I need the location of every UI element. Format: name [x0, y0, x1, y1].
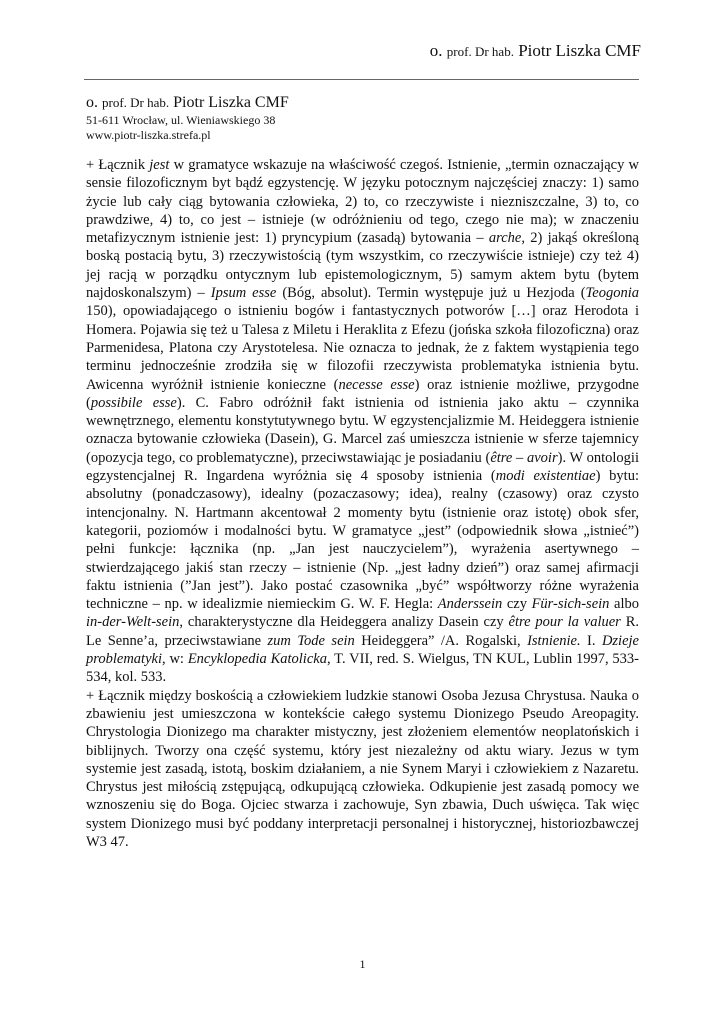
address-title: prof. Dr hab.	[102, 95, 170, 110]
body-text	[86, 156, 639, 851]
header-prefix: o.	[429, 41, 443, 60]
paragraph-istnienie: + Łącznik jest w gramatyce wskazuje na właściwość czegoś. Istnienie, „termin oznaczający w sensie filozoficznym byt bądź egzystencję. W języku potocznym najczęściej znaczy: 1) samo życie lub cały ciąg bytowania człowieka, 2) to, co rzeczywiste i niezniszczalne, 3) to, co prawdziwe, 4) to, co jest – istnieje (w odróżnieniu od tego, czego nie ma); w znaczeniu metafizycznym istnienie jest: 1) pryncypium (zasadą) bytowania – arche, 2) jakąś określoną boską postacią bytu, 3) rzeczywistością (tym wszystkim, co rzeczywiście istnieje) czy też 4) jej racją w porządku ontycznym lub epistemologicznym, 5) samym aktem bytu (bytem najdoskonalszym) – Ipsum esse (Bóg, absolut). Termin występuje już u Hezjoda (Teogonia 150), opowiadającego o istnieniu bogów i fantastycznych potworów […] oraz Herodota i Homera. Pojawia się też u Talesa z Miletu i Heraklita z Efezu (jońska szkoła filozoficzna) oraz Parmenidesa, Platona czy Arystotelesa. Nie oznacza to jednak, że z faktem wystąpienia tego terminu jednocześnie zrodziła się w filozofii rzeczywista problematyka istnienia bytu. Awicenna wyróżnił istnienie konieczne (necesse esse) oraz istnienie możliwe, przygodne (possibile esse). C. Fabro odróżnił fakt istnienia od istnienia jako aktu – czynnika wewnętrznego, elementu konstytutywnego bytu. W egzystencjalizmie M. Heideggera istnienie oznacza bytowanie człowieka (Dasein), G. Marcel zaś umieszcza istnienie w sferze tajemnicy (opozycja tego, co problematyczne), przeciwstawiając je posiadaniu (être – avoir). W ontologii egzystencjalnej R. Ingardena wyróżnia się 4 sposoby istnienia (modi existentiae) bytu: absolutny (ponadczasowy), idealny (pozaczasowy; idea), realny (czasowy) oraz czysto intencjonalny. N. Hartmann akcentował 2 momenty bytu (istnienie oraz istotę) obok sfer, kategorii, poziomów i modalności bytu. W gramatyce „jest” (odpowiednik słowa „istnieć”) pełni funkcje: łącznika (np. „Jan jest nauczycielem”), wyrażenia asertywnego – stwierdzającego jakiś stan rzeczy – istnienie (Np. „jest ładny dzień”) oraz samej afirmacji faktu istnienia (”Jan jest”). Jako postać czasownika „być” współtworzy różne wyrażenia techniczne – np. w idealizmie niemieckim G. W. F. Hegla: Anderssein czy Für-sich-sein albo in-der-Welt-sein, charakterystyczne dla Heideggera analizy Dasein czy être pour la valuer R. Le Senne’a, przeciwstawiane zum Tode sein Heideggera” /A. Rogalski, Istnienie. I. Dzieje problematyki, w: Encyklopedia Katolicka, T. VII, red. S. Wielgus, TN KUL, Lublin 1997, 533-534, kol. 533.	[86, 157, 639, 686]
author-address-block	[86, 93, 289, 143]
street-address: 51-611 Wrocław, ul. Wieniawskiego 38	[86, 113, 276, 127]
address-prefix: o.	[86, 94, 98, 111]
address-name: Piotr Liszka CMF	[173, 94, 289, 111]
header-title: prof. Dr hab.	[446, 44, 514, 59]
running-header	[430, 40, 641, 63]
website: www.piotr-liszka.strefa.pl	[86, 128, 211, 142]
paragraph-chrystus: + Łącznik między boskością a człowiekiem ludzkie stanowi Osoba Jezusa Chrystusa. Nauka o zbawieniu jest umieszczona w kontekście całego systemu Dionizego Pseudo Areopagity. Chrystologia Dionizego ma charakter mistyczny, jest złożeniem elementów neoplatońskich i biblijnych. Tworzy ona część systemu, który jest niezależny od aktu wiary. Jezus w tym systemie jest zasadą, istotą, boskim działaniem, a nie Synem Maryi i człowiekiem z Nazaretu. Chrystus jest miłością zstępującą, odkupującą człowieka. Odkupienie jest zasadą pomocy we wznoszeniu się do Boga. Ojciec stwarza i zachowuje, Syn zbawia, Duch uświęca. Tak więc system Dionizego musi być poddany interpretacji personalnej i historycznej, historiozbawczej W3 47.	[86, 687, 639, 850]
author-name-line	[86, 93, 289, 113]
header-name: Piotr Liszka CMF	[518, 41, 641, 60]
page-number: 1	[359, 957, 366, 971]
header-divider	[84, 79, 639, 80]
